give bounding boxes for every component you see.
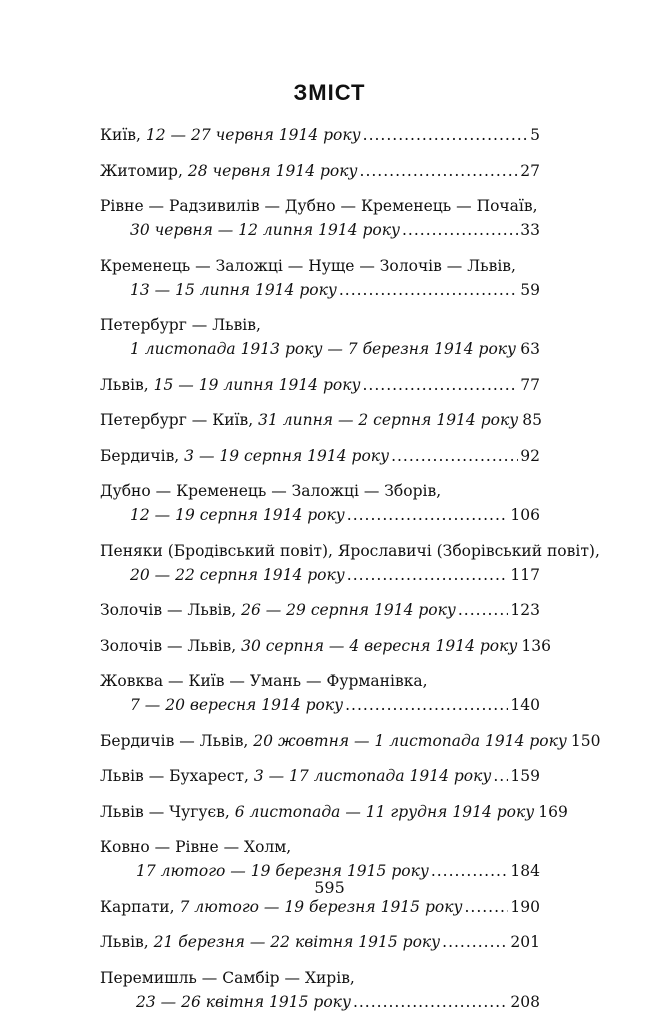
toc-entry-page: 201 xyxy=(510,933,540,951)
toc-entry-date-line xyxy=(100,566,540,590)
toc-entry-place: Житомир, xyxy=(100,162,188,180)
toc-entry xyxy=(100,447,540,471)
toc-entry-place: Рівне — Радзивилів — Дубно — Кременець — Почаїв, xyxy=(100,197,538,215)
toc-entry-page: 63 xyxy=(520,340,540,358)
toc-entry-title-line xyxy=(100,376,540,400)
toc-entry xyxy=(100,601,540,625)
toc-entry-place: Золочів — Львів, xyxy=(100,637,241,655)
toc-entry-text xyxy=(130,696,343,714)
toc-entry-date: 17 лютого — 19 березня 1915 року xyxy=(136,862,429,880)
toc-entry xyxy=(100,411,540,435)
toc-entry-title-line xyxy=(100,542,540,566)
toc-entry-text xyxy=(100,542,600,560)
toc-entry xyxy=(100,803,540,827)
toc-entry-place: Петербург — Київ, xyxy=(100,411,258,429)
toc-entry xyxy=(100,732,540,756)
toc-entry-text xyxy=(100,316,261,334)
toc-entry-text xyxy=(100,803,534,821)
dot-leader xyxy=(458,601,509,619)
toc-entry-title-line xyxy=(100,601,540,625)
dot-leader xyxy=(347,566,509,584)
toc-entry-text xyxy=(130,566,345,584)
toc-entry xyxy=(100,542,540,590)
toc-entry-page: 27 xyxy=(520,162,540,180)
toc-entry-place: Львів — Чугуєв, xyxy=(100,803,235,821)
dot-leader xyxy=(402,221,518,239)
toc-entry-title-line xyxy=(100,257,540,281)
toc-entry-title-line xyxy=(100,316,540,340)
toc-entry-date: 23 — 26 квітня 1915 року xyxy=(136,993,351,1011)
toc-entry-date: 20 жовтня — 1 листопада 1914 року xyxy=(253,732,567,750)
toc-entry-place: Бердичів — Львів, xyxy=(100,732,253,750)
toc-entry-place: Київ, xyxy=(100,126,146,144)
toc-entry-text xyxy=(100,838,291,856)
toc-entry-place: Львів — Бухарест, xyxy=(100,767,254,785)
toc-entry-date: 7 — 20 вересня 1914 року xyxy=(130,696,343,714)
toc-entry-place: Золочів — Львів, xyxy=(100,601,241,619)
toc-entry xyxy=(100,969,540,1017)
toc-entry xyxy=(100,482,540,530)
toc-entry-text xyxy=(100,637,517,655)
toc-entry-place: Львів, xyxy=(100,933,154,951)
dot-leader xyxy=(363,126,528,144)
toc-entry-text xyxy=(100,933,440,951)
toc-entry-place: Бердичів, xyxy=(100,447,184,465)
toc-entry-date: 20 — 22 серпня 1914 року xyxy=(130,566,345,584)
dot-leader xyxy=(345,696,508,714)
toc-entry-date: 30 червня — 12 липня 1914 року xyxy=(130,221,400,239)
toc-entry-title-line xyxy=(100,411,540,435)
toc-entry-date: 13 — 15 липня 1914 року xyxy=(130,281,337,299)
toc-entry-date-line xyxy=(100,281,540,305)
toc-entry-date: 31 липня — 2 серпня 1914 року xyxy=(258,411,518,429)
toc-entry xyxy=(100,672,540,720)
toc-entry-text xyxy=(130,221,400,239)
toc-entry-text xyxy=(100,969,355,987)
toc-entry-text xyxy=(100,601,456,619)
toc-entry-text xyxy=(100,447,389,465)
toc-entry-page: 150 xyxy=(571,732,601,750)
toc-entry-text xyxy=(130,281,337,299)
toc-entry-date: 1 листопада 1913 року — 7 березня 1914 року xyxy=(130,340,516,358)
dot-leader xyxy=(339,281,518,299)
toc-entry-text xyxy=(100,376,360,394)
toc-entry xyxy=(100,767,540,791)
toc-entry-page: 136 xyxy=(521,637,551,655)
toc-entry-title-line xyxy=(100,672,540,696)
toc-entry-date-line xyxy=(100,696,540,720)
toc-entry-date-line xyxy=(100,993,540,1017)
toc-entry-place: Ковно — Рівне — Холм, xyxy=(100,838,291,856)
toc-entry xyxy=(100,126,540,150)
toc-entry-place: Львів, xyxy=(100,376,154,394)
toc-entry-title-line xyxy=(100,126,540,150)
toc-entry-page: 190 xyxy=(510,898,540,916)
toc-entry xyxy=(100,316,540,364)
toc-entry-place: Дубно — Кременець — Заложці — Зборів, xyxy=(100,482,441,500)
toc-entry-text xyxy=(136,993,351,1011)
toc-entry-date: 3 — 17 листопада 1914 року xyxy=(254,767,492,785)
toc-entry-page: 59 xyxy=(520,281,540,299)
toc-entry-page: 77 xyxy=(520,376,540,394)
toc-entry-page: 92 xyxy=(520,447,540,465)
toc-entry-date-line xyxy=(100,221,540,245)
dot-leader xyxy=(360,162,519,180)
toc-entry-place: Перемишль — Самбір — Хирів, xyxy=(100,969,355,987)
toc-entry-date: 30 серпня — 4 вересня 1914 року xyxy=(241,637,517,655)
toc-entry-title-line xyxy=(100,447,540,471)
toc-entry-text xyxy=(100,672,428,690)
toc-entry-date: 15 — 19 липня 1914 року xyxy=(154,376,361,394)
dot-leader xyxy=(353,993,508,1011)
toc-entry-page: 5 xyxy=(530,126,540,144)
toc-entry-place: Петербург — Львів, xyxy=(100,316,261,334)
toc-entry-title-line xyxy=(100,197,540,221)
toc-entry-title-line xyxy=(100,803,540,827)
toc-entry xyxy=(100,197,540,245)
toc-entry-place: Кременець — Заложці — Нуще — Золочів — Львів, xyxy=(100,257,516,275)
toc-entry-text xyxy=(100,732,567,750)
toc-entry-page: 159 xyxy=(510,767,540,785)
toc-entry-text xyxy=(130,506,345,524)
dot-leader xyxy=(362,376,518,394)
page-number: 595 xyxy=(0,878,659,897)
dot-leader xyxy=(391,447,518,465)
toc-entry-page: 106 xyxy=(510,506,540,524)
toc-entry-text xyxy=(100,767,491,785)
toc-entry-date: 12 — 19 серпня 1914 року xyxy=(130,506,345,524)
toc-entry-date: 6 листопада — 11 грудня 1914 року xyxy=(235,803,535,821)
dot-leader xyxy=(464,898,508,916)
toc-entry-text xyxy=(100,411,518,429)
toc-entry-title-line xyxy=(100,933,540,957)
toc-entry-page: 169 xyxy=(538,803,568,821)
toc-entry xyxy=(100,376,540,400)
toc-entry-title-line xyxy=(100,969,540,993)
toc-entry-page: 85 xyxy=(522,411,542,429)
dot-leader xyxy=(442,933,508,951)
toc-entry-date: 12 — 27 червня 1914 року xyxy=(146,126,361,144)
toc-entry-page: 184 xyxy=(510,862,540,880)
toc-entry-title-line xyxy=(100,838,540,862)
toc-entry-place: Пеняки (Бродівський повіт), Ярославичі (Зборівський повіт), xyxy=(100,542,600,560)
toc-entry-date: 21 березня — 22 квітня 1915 року xyxy=(154,933,441,951)
toc-entry xyxy=(100,162,540,186)
toc-entry-date: 28 червня 1914 року xyxy=(188,162,358,180)
dot-leader xyxy=(493,767,508,785)
toc-entry-title-line xyxy=(100,482,540,506)
toc-entry-text xyxy=(130,340,516,358)
toc-entry xyxy=(100,933,540,957)
toc-entry-title-line xyxy=(100,898,540,922)
toc-entry-date: 7 лютого — 19 березня 1915 року xyxy=(180,898,463,916)
toc-entry-date-line xyxy=(100,340,540,364)
toc-entry-title-line xyxy=(100,162,540,186)
toc-entry-title-line xyxy=(100,637,540,661)
toc-entry xyxy=(100,257,540,305)
toc-entry-title-line xyxy=(100,767,540,791)
toc-entry-page: 140 xyxy=(510,696,540,714)
toc-entry-text xyxy=(100,482,441,500)
toc-entry-text xyxy=(100,126,361,144)
toc-entry-date-line xyxy=(100,506,540,530)
toc-entry-text xyxy=(100,162,358,180)
toc-entry-text xyxy=(100,898,462,916)
toc-entry-page: 117 xyxy=(510,566,540,584)
toc-entry-place: Жовква — Київ — Умань — Фурманівка, xyxy=(100,672,428,690)
toc-entry-text xyxy=(100,197,538,215)
toc-entry-place: Карпати, xyxy=(100,898,180,916)
page-title: ЗМІСТ xyxy=(0,80,659,106)
toc-entry-page: 33 xyxy=(520,221,540,239)
toc-entry xyxy=(100,637,540,661)
toc-entry-page: 208 xyxy=(510,993,540,1011)
toc-entry-date: 3 — 19 серпня 1914 року xyxy=(184,447,389,465)
toc-entry-title-line xyxy=(100,732,540,756)
toc-entry xyxy=(100,898,540,922)
toc-entry-page: 123 xyxy=(510,601,540,619)
dot-leader xyxy=(347,506,509,524)
toc-entry-text xyxy=(100,257,516,275)
toc-entry-date: 26 — 29 серпня 1914 року xyxy=(241,601,456,619)
